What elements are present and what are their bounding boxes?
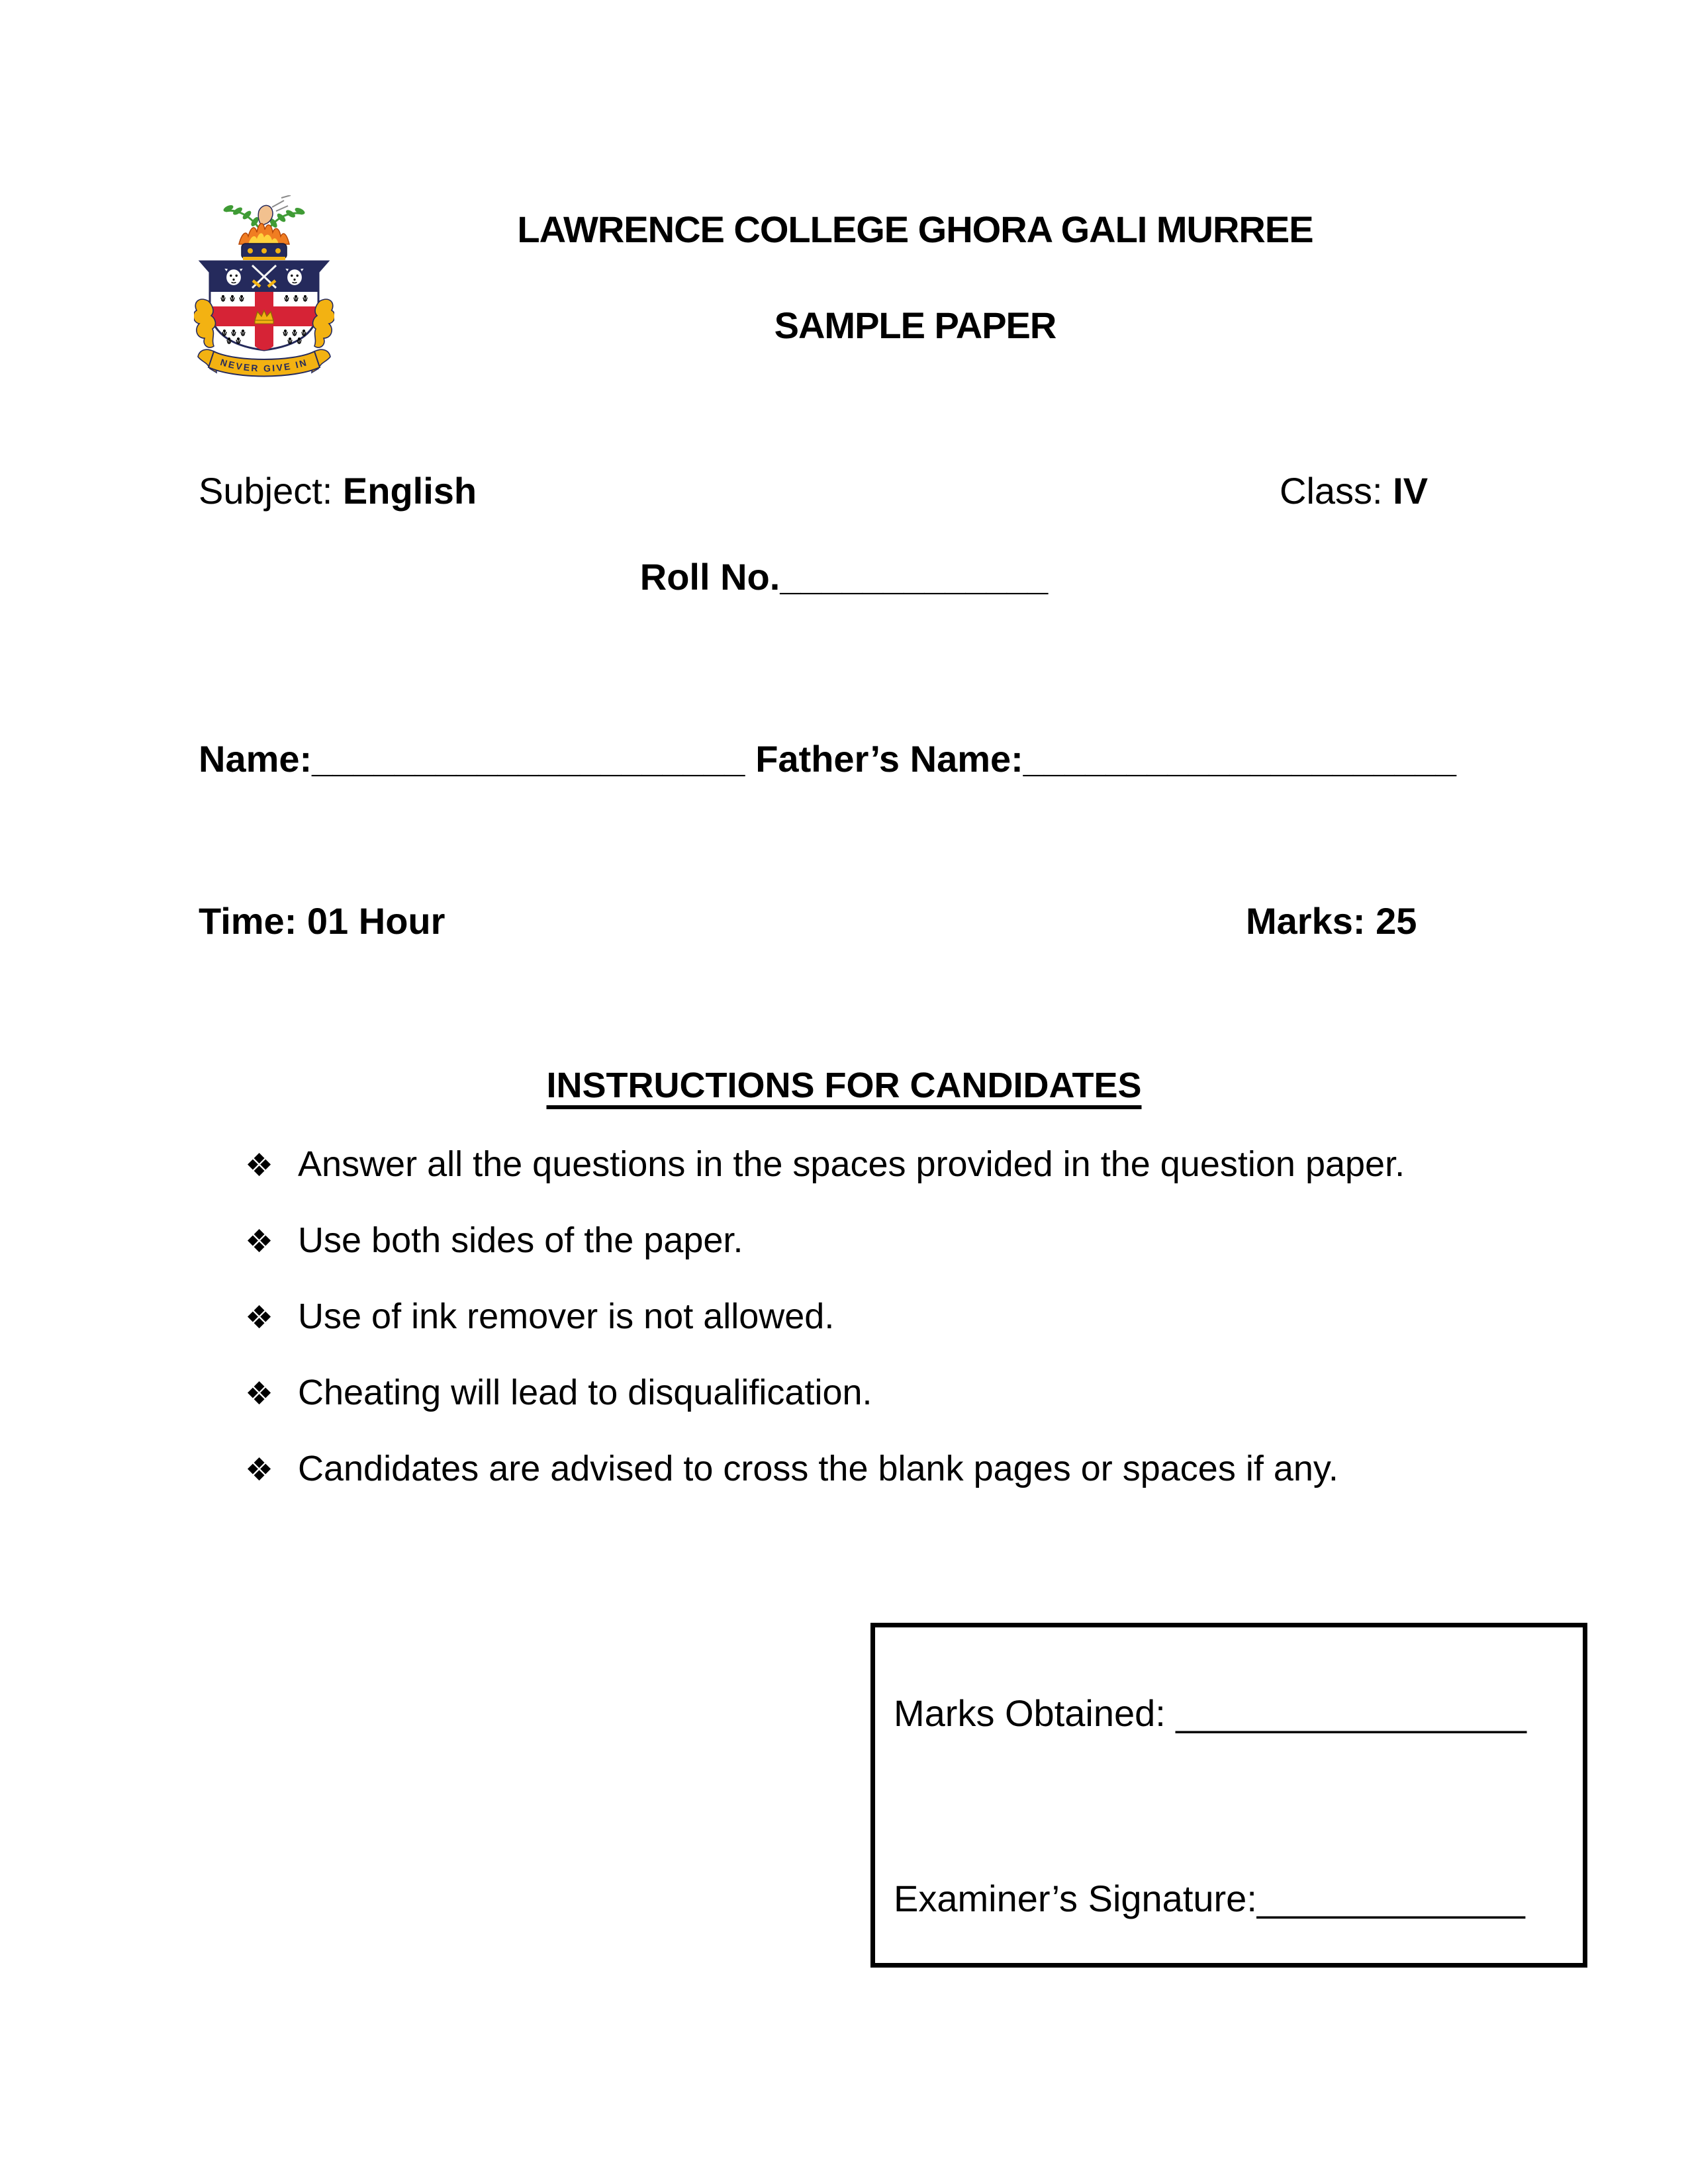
- examiner-signature-line: [894, 1876, 1525, 1921]
- class-value: IV: [1393, 470, 1429, 512]
- college-crest-logo: [194, 195, 334, 377]
- instruction-item: [245, 1371, 1523, 1416]
- diamond-bullet-icon: ❖: [245, 1223, 274, 1260]
- time-marks-row: [199, 899, 1489, 943]
- father-name-label: Father’s Name:: [755, 738, 1023, 780]
- instruction-item: [245, 1295, 1523, 1340]
- examiner-signature-label: Examiner’s Signature:: [894, 1878, 1257, 1919]
- roll-no-blank: _____________: [780, 556, 1049, 598]
- subject-value: English: [342, 470, 477, 512]
- page-subtitle: SAMPLE PAPER: [774, 304, 1056, 346]
- subject-class-row: [199, 469, 1489, 513]
- marks-obtained-line: [894, 1691, 1526, 1735]
- instruction-text: Answer all the questions in the spaces provided in the question paper.: [298, 1144, 1405, 1184]
- marks-label: Marks: 25: [1246, 900, 1417, 942]
- center-crown: [255, 310, 273, 324]
- instruction-item: [245, 1447, 1523, 1492]
- time-label: Time: 01 Hour: [199, 900, 445, 942]
- father-name-blank: _____________________: [1023, 738, 1456, 780]
- instruction-text: Use both sides of the paper.: [298, 1220, 743, 1260]
- instruction-text: Candidates are advised to cross the blank pages or spaces if any.: [298, 1449, 1338, 1488]
- roll-no-row: [199, 555, 1489, 599]
- diamond-bullet-icon: ❖: [245, 1299, 274, 1336]
- examiner-signature-blank: _____________: [1256, 1878, 1525, 1919]
- roll-no-label: Roll No.: [639, 556, 780, 598]
- instruction-text: Use of ink remover is not allowed.: [298, 1297, 835, 1336]
- marks-obtained-label: Marks Obtained:: [894, 1692, 1166, 1734]
- diamond-bullet-icon: ❖: [245, 1451, 274, 1488]
- diamond-bullet-icon: ❖: [245, 1147, 274, 1184]
- instruction-item: [245, 1142, 1523, 1188]
- page-title: LAWRENCE COLLEGE GHORA GALI MURREE: [517, 208, 1313, 250]
- name-blank: _____________________: [312, 738, 745, 780]
- subject-label: Subject:: [199, 470, 333, 512]
- instruction-text: Cheating will lead to disqualification.: [298, 1373, 872, 1412]
- marks-obtained-blank: _________________: [1176, 1692, 1526, 1734]
- name-row: [199, 737, 1489, 781]
- class-label: Class:: [1280, 470, 1383, 512]
- marks-signature-box: [870, 1623, 1587, 1968]
- diamond-bullet-icon: ❖: [245, 1375, 274, 1412]
- name-label: Name:: [199, 738, 312, 780]
- motto-text: NEVER GIVE IN: [219, 356, 309, 374]
- motto-banner: [198, 349, 330, 376]
- instruction-item: [245, 1218, 1523, 1264]
- instructions-heading: INSTRUCTIONS FOR CANDIDATES: [546, 1066, 1142, 1105]
- instructions-list: [245, 1142, 1523, 1523]
